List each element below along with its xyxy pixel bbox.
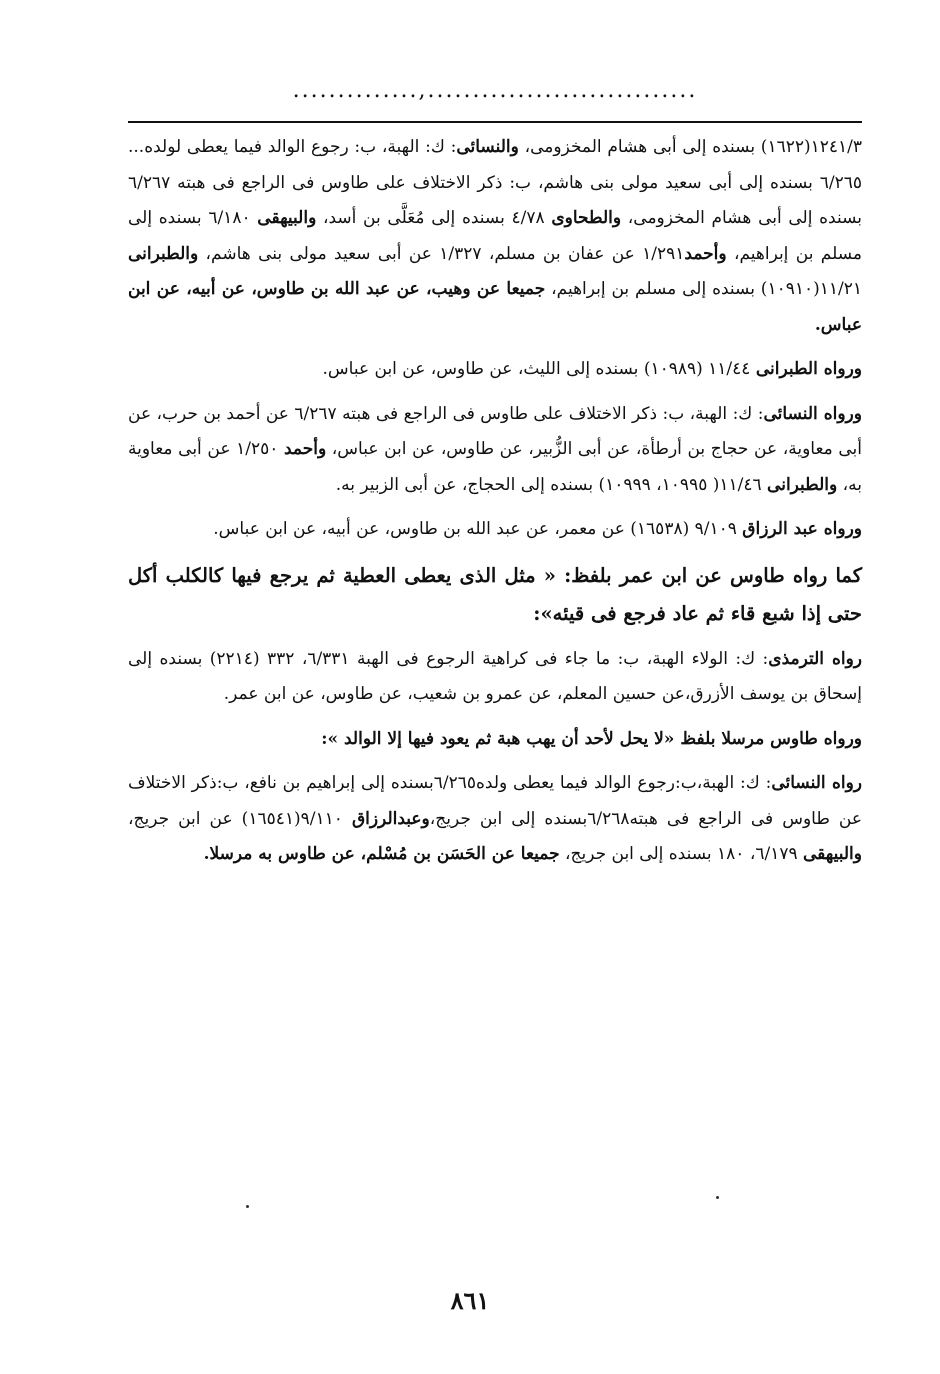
footnote-paragraph: [128, 512, 862, 548]
bold-citation-text: كما رواه طاوس عن ابن عمر بلفظ: « مثل الذى يعطى العطية ثم يرجع فيها كالكلب أكل حتى إذا شبع قاء ثم عاد فرجع فى قيئه»:: [128, 563, 862, 625]
page-number: ٨٦١: [450, 1286, 490, 1315]
bold-citation-text: رواه الترمذى: [768, 648, 863, 669]
citation-text: : ك: الولاء الهبة، ب: ما جاء فى كراهية الرجوع فى الهبة ٦/٣٣١، ٣٣٢ (٢٢١٤) بسنده إلى إسحاق بن يوسف الأزرق،عن حسين المعلم، عن عمرو بن شعيب، عن طاوس، عن ابن عمر.: [128, 648, 862, 704]
footnote-paragraph: [128, 557, 862, 633]
footnote-paragraph: [128, 766, 862, 873]
citation-text: : ك: الهبة، ب: ذكر الاختلاف على طاوس فى الراجع فى هبته ٦/٢٦٧ عن أحمد بن حرب، عن أبى معاوية، عن حجاج بن أرطأة، عن أبى الزُّبير، عن طاوس، عن ابن عباس،: [128, 403, 862, 459]
citation-text: ١١/٢١(١٠٩١٠) بسنده إلى مسلم بن إبراهيم،: [545, 279, 863, 299]
bold-citation-text: والبيهقى: [257, 208, 317, 228]
bold-citation-text: والطبرانى: [128, 243, 199, 264]
header-dotted-line: ..............,..............................: [292, 78, 698, 103]
scan-speck: [246, 1205, 249, 1208]
scan-speck: [716, 1196, 719, 1199]
citation-text: ١١/٤٤ (١٠٩٨٩) بسنده إلى الليث، عن طاوس، عن ابن عباس.: [322, 359, 756, 379]
footnote-paragraph: [128, 130, 862, 343]
bold-citation-text: والطحاوى: [551, 208, 622, 228]
bold-citation-text: ورواه عبد الرزاق: [742, 519, 862, 539]
citation-text: ١٢٤١/٣(١٦٢٢) بسنده إلى أبى هشام المخزومى،: [518, 137, 862, 157]
bold-citation-text: وأحمد: [283, 439, 327, 459]
footnote-paragraph: [128, 642, 862, 713]
bold-citation-text: جميعا عن وهيب، عن عبد الله بن طاوس، عن أبيه، عن ابن عباس.: [128, 279, 862, 335]
citation-text: ٦/١٨٠ بسنده إلى مسلم بن إبراهيم،: [128, 208, 862, 264]
citation-text: ٦/١٧٩، ١٨٠ بسنده إلى ابن جريج،: [559, 844, 804, 864]
footnote-paragraph: [128, 352, 862, 388]
bold-citation-text: والطبرانى: [767, 474, 838, 495]
bold-citation-text: جميعا عن الحَسَن بن مُسْلم، عن طاوس به مرسلا.: [203, 844, 560, 864]
bold-citation-text: وأحمد: [684, 243, 727, 264]
bold-citation-text: والنسائى: [456, 137, 519, 157]
footnote-paragraph: [128, 397, 862, 504]
footnote-paragraph: [128, 722, 862, 758]
bold-citation-text: ورواه النسائى: [763, 403, 862, 424]
citation-text: ٩/١٠٩ (١٦٥٣٨) عن معمر، عن عبد الله بن طاوس، عن أبيه، عن ابن عباس.: [213, 519, 743, 539]
citation-text: ١١/٤٦( ١٠٩٩٥، ١٠٩٩٩) بسنده إلى الحجاج، عن أبى الزبير به.: [335, 474, 768, 495]
citation-text: : ك: الهبة، ب: رجوع الوالد فيما يعطى لولده... ٦/٢٦٥ بسنده إلى أبى سعيد مولى بنى هاشم، ب: ذكر الاختلاف على طاوس فى الراجع فى هبته ٦/٢٦٧ بسنده إلى أبى هشام المخزومى،: [128, 137, 863, 228]
bold-citation-text: ورواه الطبرانى: [755, 359, 862, 379]
citation-text: : ك: الهبة،ب:رجوع الوالد فيما يعطى ولده٦/٢٦٥بسنده إلى إبراهيم بن نافع، ب:ذكر الاختلاف عن طاوس فى الراجع فى هبته٦/٢٦٨بسنده إلى ابن جريج،: [128, 773, 862, 829]
bold-citation-text: رواه النسائى: [771, 773, 862, 793]
bold-citation-text: وعبدالرزاق: [351, 808, 430, 829]
citation-text: ١/٢٥٠ عن أبى معاوية به،: [128, 439, 862, 495]
bold-citation-text: ورواه طاوس مرسلا بلفظ «لا يحل لأحد أن يهب هبة ثم يعود فيها إلا الوالد »:: [321, 728, 862, 749]
citation-text: ٤/٧٨ بسنده إلى مُعَلَّى بن أسد،: [316, 208, 552, 228]
citation-text: ٩/١١٠(١٦٥٤١) عن ابن جريج،: [128, 808, 352, 829]
footnote-separator-rule: [128, 121, 862, 123]
footnotes-body: [128, 130, 862, 882]
citation-text: ١/٢٩١ عن عفان بن مسلم، ١/٣٢٧ عن أبى سعيد مولى بنى هاشم،: [198, 243, 685, 264]
bold-citation-text: والبيهقى: [803, 844, 862, 864]
